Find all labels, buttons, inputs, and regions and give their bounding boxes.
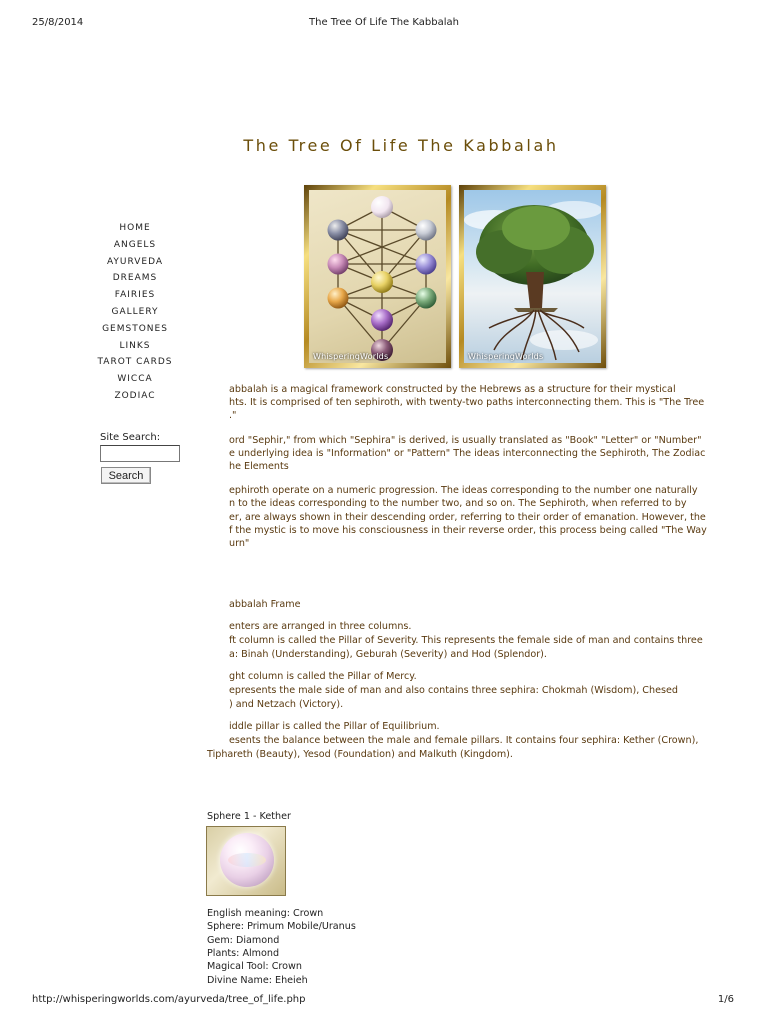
nav-zodiac[interactable]: ZODIAC bbox=[114, 390, 156, 401]
nav-angels[interactable]: ANGELS bbox=[113, 239, 157, 250]
nav-home[interactable]: HOME bbox=[119, 223, 151, 233]
site-search-input[interactable] bbox=[100, 445, 180, 462]
watermark-left: WhisperingWorlds bbox=[313, 352, 389, 361]
paragraph-3-line-3: er, are always shown in their descending order, referring to their order of emanation. However, the bbox=[229, 512, 706, 523]
nav-links[interactable]: LINKS bbox=[119, 340, 151, 351]
tree-of-life-diagram-image bbox=[304, 185, 451, 368]
nav-tarot-cards[interactable]: TAROT CARDS bbox=[97, 357, 173, 368]
paragraph-6-line-2: esents the balance between the male and female pillars. It contains four sephira: Kether (Crown), bbox=[229, 735, 699, 746]
nav-gemstones[interactable]: GEMSTONES bbox=[102, 323, 168, 334]
paragraph-4-line-2: ft column is called the Pillar of Severity. This represents the female side of man and contains three bbox=[229, 635, 703, 646]
paragraph-3-line-2: n to the ideas corresponding to the number two, and so on. The Sephiroth, when referred to by bbox=[229, 498, 687, 509]
paragraph-4-line-3: a: Binah (Understanding), Geburah (Severity) and Hod (Splendor). bbox=[229, 649, 547, 660]
paragraph-6-line-3: Tiphareth (Beauty), Yesod (Foundation) and Malkuth (Kingdom). bbox=[207, 749, 513, 760]
sphere-attr-plants: Plants: Almond bbox=[207, 948, 280, 959]
search-button[interactable]: Search bbox=[101, 467, 151, 484]
print-page-number: 1/6 bbox=[717, 994, 734, 1005]
paragraph-1-line-2: hts. It is comprised of ten sephiroth, with twenty-two paths interconnecting them. This is "The Tree bbox=[229, 397, 705, 408]
sphere-attr-gem: Gem: Diamond bbox=[207, 935, 280, 946]
nav-fairies[interactable]: FAIRIES bbox=[114, 290, 156, 301]
page-title: The Tree Of Life The Kabbalah bbox=[243, 136, 559, 155]
sphere-attr-divine-name: Divine Name: Eheieh bbox=[207, 975, 308, 986]
watermark-right: WhisperingWorlds bbox=[468, 352, 544, 361]
paragraph-5-line-2: epresents the male side of man and also contains three sephira: Chokmah (Wisdom), Chesed bbox=[229, 685, 678, 696]
paragraph-3-line-1: ephiroth operate on a numeric progression. The ideas corresponding to the number one naturally bbox=[229, 485, 698, 496]
nav-dreams[interactable]: DREAMS bbox=[112, 273, 158, 284]
nav-gallery[interactable]: GALLERY bbox=[111, 306, 159, 317]
paragraph-4-line-1: enters are arranged in three columns. bbox=[229, 621, 412, 632]
kether-orb bbox=[220, 833, 274, 887]
sphere-attr-sphere: Sphere: Primum Mobile/Uranus bbox=[207, 921, 356, 932]
kabbalah-frame-heading: abbalah Frame bbox=[229, 599, 301, 610]
nav-wicca[interactable]: WICCA bbox=[117, 374, 153, 385]
paragraph-1-line-3: ." bbox=[229, 410, 237, 421]
print-title: The Tree Of Life The Kabbalah bbox=[309, 17, 459, 28]
sidebar-nav bbox=[90, 220, 180, 405]
tree-photo-image bbox=[459, 185, 606, 368]
print-date: 25/8/2014 bbox=[32, 17, 84, 28]
paragraph-1-line-1: abbalah is a magical framework constructed by the Hebrews as a structure for their mystical bbox=[229, 384, 676, 395]
site-search-label: Site Search: bbox=[100, 432, 161, 443]
paragraph-5-line-1: ght column is called the Pillar of Mercy. bbox=[229, 671, 417, 682]
sphere-attr-english-meaning: English meaning: Crown bbox=[207, 908, 324, 919]
print-url: http://whisperingworlds.com/ayurveda/tree_of_life.php bbox=[32, 994, 306, 1005]
kether-sphere-image bbox=[206, 826, 286, 896]
paragraph-2-line-2: e underlying idea is "Information" or "Pattern" The ideas interconnecting the Sephiroth, The Zodiac bbox=[229, 448, 706, 459]
paragraph-3-line-5: urn" bbox=[229, 538, 250, 549]
paragraph-5-line-3: ) and Netzach (Victory). bbox=[229, 699, 344, 710]
tree-illustration bbox=[464, 190, 601, 363]
nav-ayurveda[interactable]: AYURVEDA bbox=[106, 256, 164, 267]
paragraph-2-line-1: ord "Sephir," from which "Sephira" is derived, is usually translated as "Book" "Letter" or "Number" bbox=[229, 435, 702, 446]
sphere-attr-magical-tool: Magical Tool: Crown bbox=[207, 961, 302, 972]
paragraph-3-line-4: f the mystic is to move his consciousness in their reverse order, this process being called "The Way bbox=[229, 525, 707, 536]
paragraph-2-line-3: he Elements bbox=[229, 461, 289, 472]
sephiroth-diagram bbox=[309, 190, 446, 363]
paragraph-6-line-1: iddle pillar is called the Pillar of Equilibrium. bbox=[229, 721, 440, 732]
sphere-heading: Sphere 1 - Kether bbox=[207, 811, 291, 822]
